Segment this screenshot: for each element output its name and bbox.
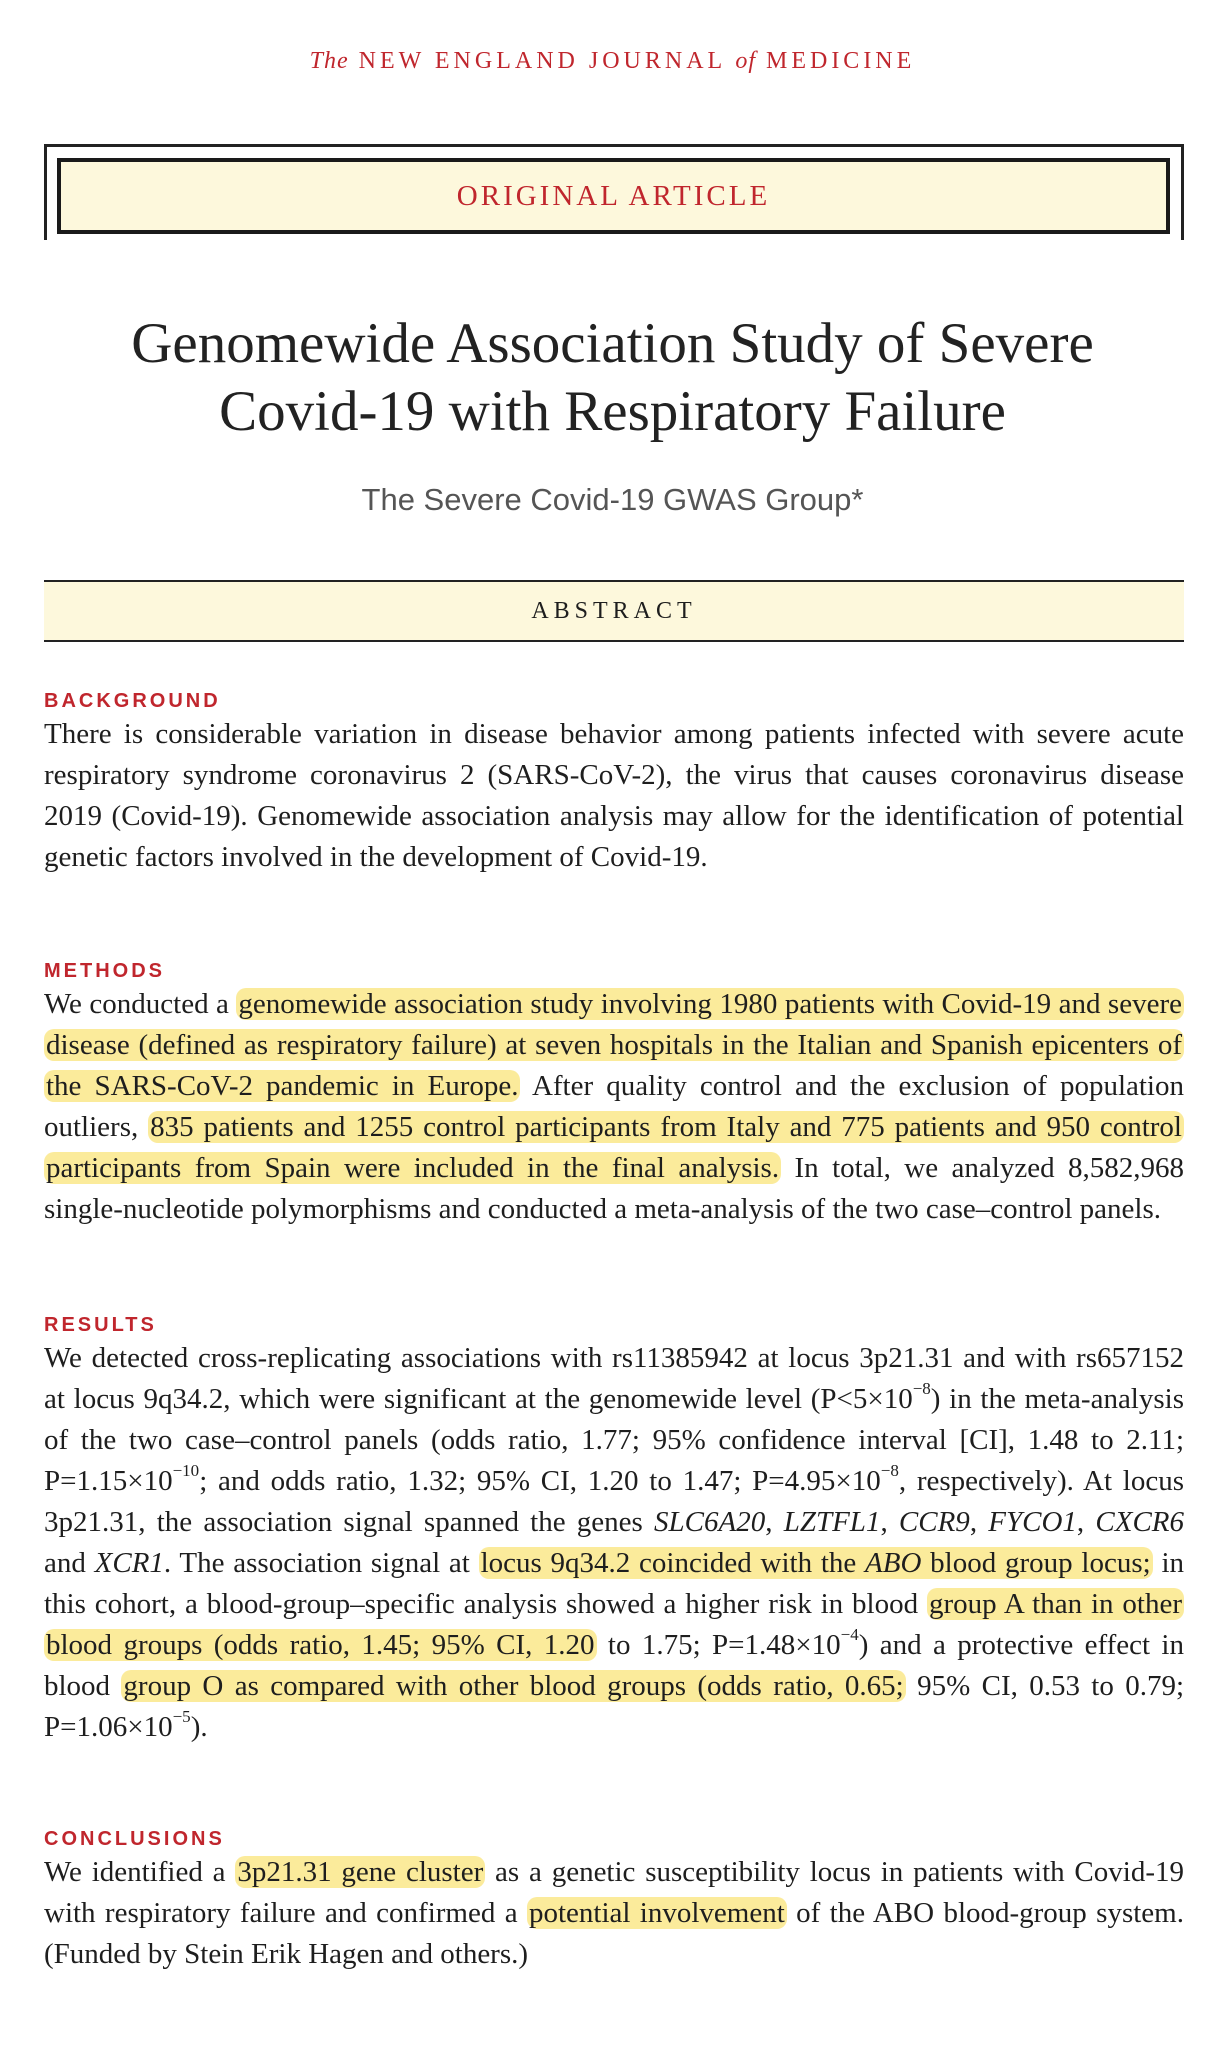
results-text-7: to 1.75; P=1.48×10 [596, 1629, 841, 1661]
results-comma-3: , [969, 1506, 989, 1538]
results-text-9: 95% CI, 0.53 to 0.79; P=1.06×10 [44, 1670, 1184, 1743]
conclusions-text-3: of the ABO blood-group system. (Funded by Stein Erik Hagen and others.) [44, 1897, 1184, 1970]
results-text-6: in this cohort, a blood-group–specific analysis showed a higher risk in blood [44, 1547, 1185, 1620]
results-exponent-5: −5 [172, 1707, 191, 1727]
results-highlight-1c: blood group locus; [921, 1547, 1151, 1579]
methods-text-2: After quality control and the exclusion of population outliers, [44, 1070, 1184, 1143]
journal-name-main: NEW ENGLAND JOURNAL [358, 48, 726, 74]
results-exponent-3: −8 [880, 1461, 899, 1481]
gene-fyco1: FYCO1 [988, 1506, 1077, 1538]
journal-name-of: of [735, 48, 756, 74]
results-exponent-4: −4 [840, 1625, 859, 1645]
results-heading: RESULTS [44, 1314, 157, 1336]
conclusions-text-2: as a genetic susceptibility locus in patients with Covid-19 with respiratory failure and confirmed a [44, 1856, 1184, 1929]
background-section [44, 688, 1184, 878]
results-text-8: ) and a protective effect in blood [44, 1629, 1184, 1702]
conclusions-heading: CONCLUSIONS [44, 1828, 225, 1850]
results-comma-4: , [1076, 1506, 1096, 1538]
background-text: There is considerable variation in disease behavior among patients infected with severe acute respiratory syndrome coronavirus 2 (SARS-CoV-2), the virus that causes coronavirus disease 2019 (Covid-19). Genomewide association analysis may allow for the identification of potential genetic factors involved in the development of Covid-19. [44, 718, 1184, 873]
methods-section [44, 958, 1184, 1230]
results-text-10: ). [190, 1711, 208, 1743]
journal-name-prefix: The [309, 48, 349, 74]
gene-xcr1: XCR1 [94, 1547, 164, 1579]
conclusions-text [44, 1852, 1184, 1975]
results-highlight-3: group O as compared with other blood groups (odds ratio, 0.65; [123, 1670, 904, 1702]
results-text-3: ; and odds ratio, 1.32; 95% CI, 1.20 to 1.47; P=4.95×10 [199, 1465, 881, 1497]
methods-heading: METHODS [44, 960, 165, 982]
background-heading: BACKGROUND [44, 690, 221, 712]
results-text-2: ) in the meta-analysis of the two case–control panels (odds ratio, 1.77; 95% confidence interval [CI], 1.48 to 2.11; P=1.15×10 [44, 1383, 1184, 1497]
conclusions-highlight-2: potential involvement [528, 1897, 785, 1929]
results-and: and [44, 1547, 95, 1579]
conclusions-highlight-1: 3p21.31 gene cluster [237, 1856, 484, 1888]
results-comma-1: , [765, 1506, 784, 1538]
journal-name-end: MEDICINE [765, 48, 916, 74]
gene-ccr9: CCR9 [898, 1506, 970, 1538]
conclusions-section [44, 1826, 1184, 1975]
methods-text [44, 984, 1184, 1230]
article-authors[interactable]: The Severe Covid-19 GWAS Group* [361, 482, 864, 517]
results-text-1: We detected cross-replicating associations with rs11385942 at locus 3p21.31 and with rs657152 at locus 9q34.2, which were significant at the genomewide level (P<5×10 [44, 1342, 1184, 1415]
results-section [44, 1312, 1184, 1748]
article-title: Genomewide Association Study of Severe Covid-19 with Respiratory Failure [131, 312, 1094, 443]
journal-name [0, 48, 1225, 75]
results-comma-2: , [880, 1506, 899, 1538]
article-type-label: ORIGINAL ARTICLE [57, 158, 1170, 234]
gene-lztfl1: LZTFL1 [783, 1506, 881, 1538]
results-exponent-1: −8 [912, 1379, 931, 1399]
methods-highlight-2: 835 patients and 1255 control participants from Italy and 775 patients and 950 control participants from Spain were included in the final analysis. [46, 1111, 1182, 1184]
methods-text-1: We conducted a [44, 988, 237, 1020]
results-highlight-2: group A than in other blood groups (odds ratio, 1.45; 95% CI, 1.20 [46, 1588, 1182, 1661]
results-text-5: . The association signal at [163, 1547, 479, 1579]
gene-slc6a20: SLC6A20 [654, 1506, 766, 1538]
methods-highlight-1: genomewide association study involving 1980 patients with Covid-19 and severe disease (defined as respiratory failure) at seven hospitals in the Italian and Spanish epicenters of the SARS-CoV-2 pandemic in Europe. [46, 988, 1182, 1102]
results-text-4: , respectively). At locus 3p21.31, the association signal spanned the genes [44, 1465, 1184, 1538]
gene-abo: ABO [865, 1547, 922, 1579]
results-text [44, 1338, 1184, 1748]
results-exponent-2: −10 [172, 1461, 200, 1481]
abstract-heading: ABSTRACT [44, 580, 1184, 642]
gene-cxcr6: CXCR6 [1095, 1506, 1185, 1538]
methods-text-3: In total, we analyzed 8,582,968 single-nucleotide polymorphisms and conducted a meta-analysis of the two case–control panels. [44, 1152, 1184, 1225]
results-highlight-1a: locus 9q34.2 coincided with the [480, 1547, 866, 1579]
results-highlight-1 [479, 1547, 1153, 1579]
conclusions-text-1: We identified a [44, 1856, 236, 1888]
